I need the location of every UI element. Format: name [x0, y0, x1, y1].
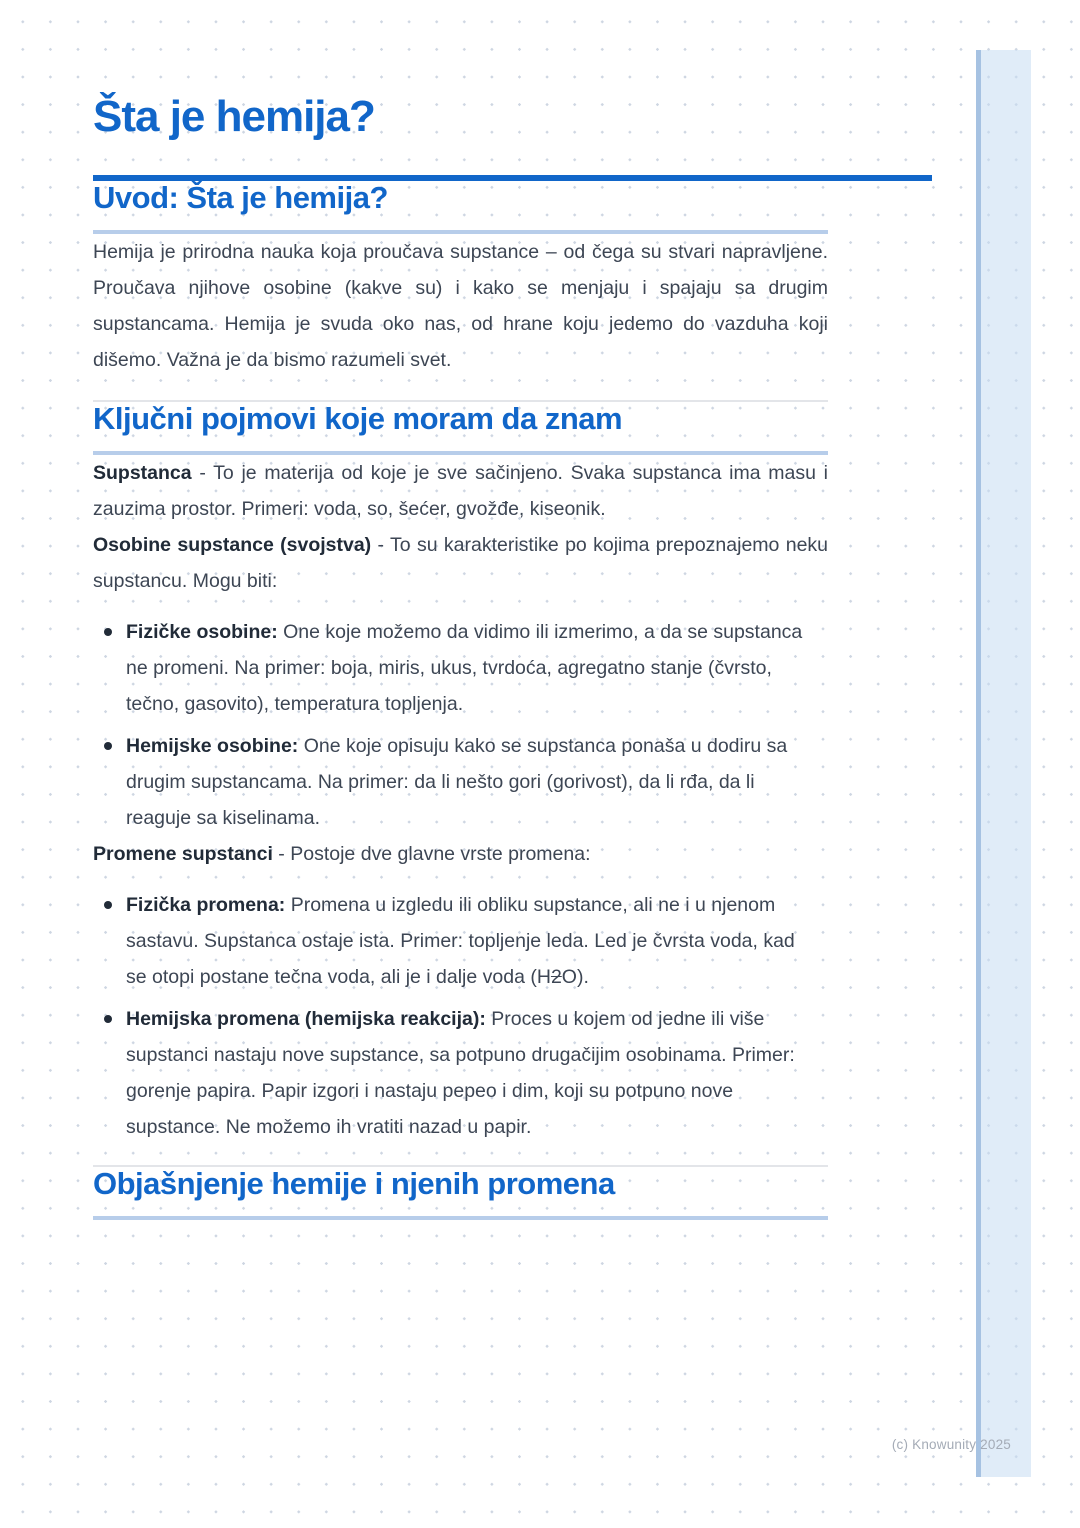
list-item [93, 614, 805, 722]
bullet-icon [104, 742, 112, 750]
bullet-icon [104, 901, 112, 909]
section-heading-uvod: Uvod: Šta je hemija? [93, 180, 388, 215]
heading-underline [93, 1216, 828, 1220]
term-text: Postoje dve glavne vrste promena: [290, 843, 591, 865]
term-lead: Osobine supstance (svojstva) [93, 534, 372, 556]
document-body [93, 0, 932, 1220]
bullet-icon [104, 628, 112, 636]
paragraph-supstanca [93, 455, 828, 527]
right-accent-strip [976, 50, 1031, 1477]
page-title: Šta je hemija? [93, 92, 375, 141]
list-item [93, 887, 805, 995]
list-item [93, 1001, 805, 1145]
term-lead: Promene supstanci [93, 843, 273, 865]
item-lead: Fizičke osobine: [126, 621, 278, 643]
list-item [93, 728, 805, 836]
bullet-icon [104, 1015, 112, 1023]
term-lead: Supstanca [93, 462, 192, 484]
footer-credit: (c) Knowunity 2025 [891, 1437, 1011, 1452]
promene-bullet-list [93, 887, 805, 1145]
item-lead: Hemijska promena (hemijska reakcija): [126, 1008, 486, 1030]
item-text: Proces u kojem od jedne ili više supstanci nastaju nove supstance, sa potpuno drugačijim osobinama. Primer: gorenje papira. Papir izgori i nastaju pepeo i dim, koji su potpuno nove supstance. Ne možemo ih vratiti nazad u papir. [126, 1008, 795, 1138]
paragraph-promene [93, 836, 828, 872]
term-separator: - [191, 462, 214, 484]
section-heading-objasnjenje: Objašnjenje hemije i njenih promena [93, 1166, 615, 1201]
term-text: To su karakteristike po kojima prepoznajemo neku supstancu. Mogu biti: [93, 534, 829, 592]
item-lead: Hemijske osobine: [126, 735, 299, 757]
item-text: One koje opisuju kako se supstanca ponaša u dodiru sa drugim supstancama. Na primer: da li nešto gori (gorivost), da li rđa, da li reaguje sa kiselinama. [126, 735, 788, 829]
osobine-bullet-list [93, 614, 805, 836]
term-text: To je materija od koje je sve sačinjeno. Svaka supstanca ima masu i zauzima prostor. Primeri: voda, so, šećer, gvožđe, kiseonik. [93, 462, 828, 520]
item-text-after: O). [561, 966, 589, 988]
term-separator: - [272, 843, 291, 865]
section-heading-kljucni-pojmovi: Ključni pojmovi koje moram da znam [93, 401, 623, 436]
term-separator: - [371, 534, 391, 556]
item-lead: Fizička promena: [126, 894, 286, 916]
item-text: One koje možemo da vidimo ili izmerimo, a da se supstanca ne promeni. Na primer: boja, miris, ukus, tvrdoća, agregatno stanje (čvrsto, tečno, gasovito), temperatura topljenja. [126, 621, 803, 715]
intro-paragraph: Hemija je prirodna nauka koja proučava supstance – od čega su stvari napravljene. Proučava njihove osobine (kakve su) i kako se menjaju i spajaju sa drugim supstancama. Hemija je svuda oko nas, od hrane koju jedemo do vazduha koji dišemo. Važna je da bismo razumeli svet. [93, 241, 828, 371]
paragraph-osobine [93, 527, 828, 599]
subscript-strike-text: 2 [550, 966, 562, 988]
item-text: Promena u izgledu ili obliku supstance, ali ne i u njenom sastavu. Supstanca ostaje ista. Primer: topljenje leda. Led je čvrsta voda, kad se otopi postane tečna voda, ali je i dalje voda (H [126, 894, 795, 988]
